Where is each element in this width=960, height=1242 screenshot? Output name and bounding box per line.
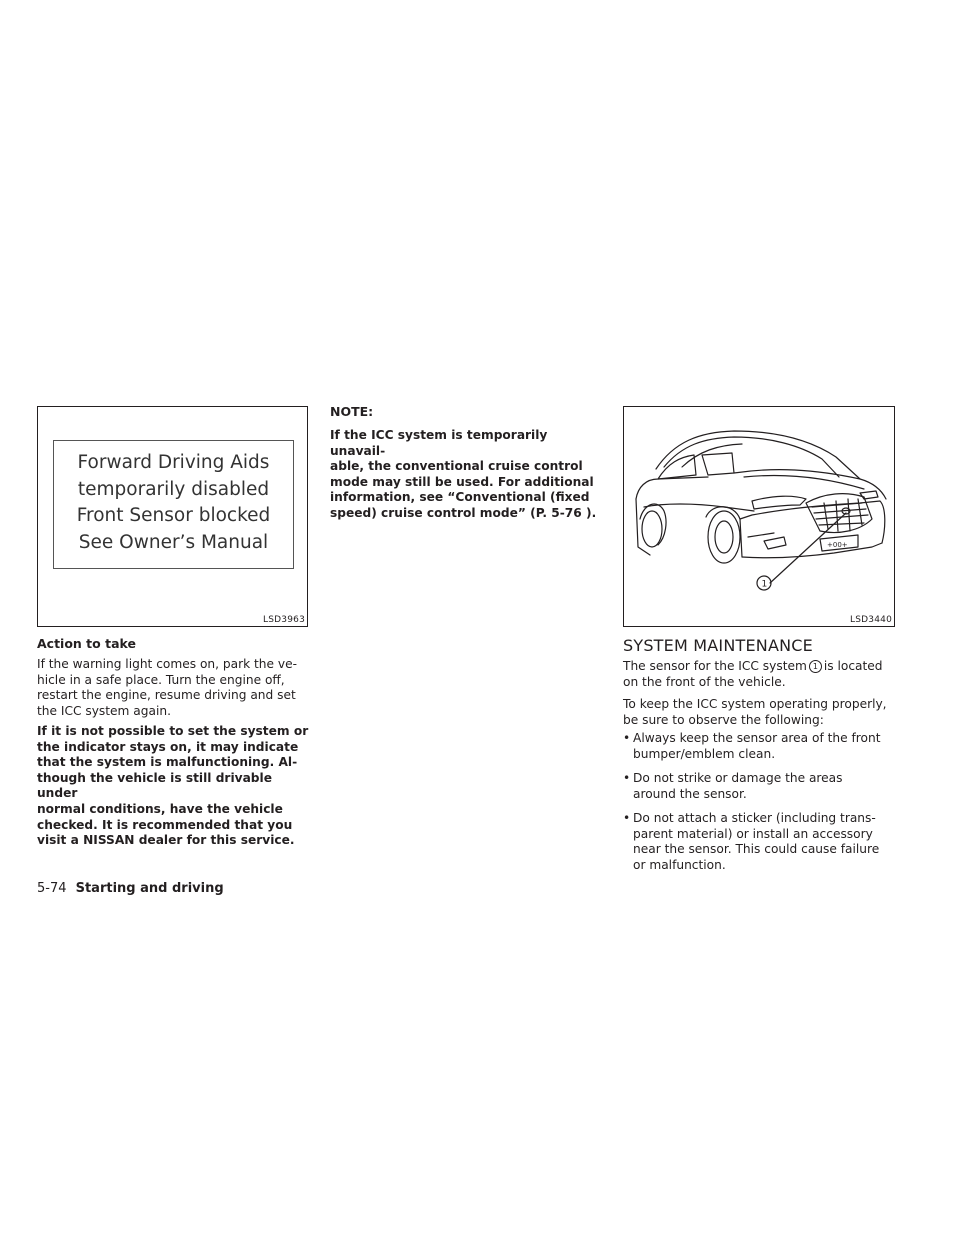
note-line: able, the conventional cruise control	[330, 459, 583, 474]
malfunction-line: normal conditions, have the vehicle	[37, 801, 283, 816]
intro-text-before: The sensor for the ICC system	[623, 659, 807, 673]
bullet-line: Do not strike or damage the areas	[633, 771, 843, 785]
intro-text-after: is located	[823, 659, 883, 673]
malfunction-paragraph	[37, 724, 309, 849]
malfunction-line: If it is not possible to set the system or	[37, 724, 309, 738]
section-title: SYSTEM MAINTENANCE	[623, 636, 813, 655]
note-line: speed) cruise control mode” (P. 5-76 ).	[330, 505, 597, 520]
bullet-line: around the sensor.	[633, 786, 747, 801]
action-line: restart the engine, resume driving and set	[37, 688, 296, 703]
note-line: If the ICC system is temporarily unavail-	[330, 428, 548, 458]
action-line: the ICC system again.	[37, 703, 171, 718]
message-line-4: See Owner’s Manual	[78, 532, 269, 553]
figure-code: LSD3963	[263, 615, 305, 625]
figure-car-sensor	[623, 406, 895, 627]
callout-circle-icon: 1	[809, 660, 822, 673]
malfunction-line: checked. It is recommended that you	[37, 817, 293, 832]
maintenance-paragraph	[623, 697, 898, 728]
message-line-2: temporarily disabled	[77, 479, 270, 500]
list-item	[623, 771, 898, 803]
maintenance-intro	[623, 659, 898, 690]
malfunction-line: though the vehicle is still drivable under	[37, 770, 272, 801]
malfunction-line: the indicator stays on, it may indicate	[37, 739, 299, 754]
bullet-line: parent material) or install an accessory	[633, 826, 873, 841]
note-line: mode may still be used. For additional	[330, 474, 594, 489]
chapter-title: Starting and driving	[75, 881, 224, 896]
list-item	[623, 811, 898, 875]
action-paragraph	[37, 657, 309, 719]
action-line: hicle in a safe place. Turn the engine off,	[37, 672, 285, 687]
bullet-icon: •	[623, 771, 631, 785]
list-item	[623, 731, 898, 763]
note-paragraph	[330, 428, 603, 522]
car-illustration	[624, 407, 894, 626]
maintenance-line: To keep the ICC system operating properly,	[623, 697, 887, 711]
svg-text:+00+: +00+	[827, 541, 848, 549]
note-heading: NOTE:	[330, 404, 374, 419]
figure-code: LSD3440	[850, 615, 892, 625]
message-line-3: Front Sensor blocked	[76, 505, 271, 526]
bullet-line: bumper/emblem clean.	[633, 746, 776, 761]
bullet-icon: •	[623, 811, 631, 825]
maintenance-line: be sure to observe the following:	[623, 712, 824, 727]
message-line-1: Forward Driving Aids	[77, 452, 270, 473]
action-line: If the warning light comes on, park the ve-	[37, 657, 298, 671]
page-footer	[37, 877, 224, 896]
page-number: 5-74	[37, 881, 67, 896]
bullet-line: Always keep the sensor area of the front	[633, 731, 881, 745]
bullet-icon: •	[623, 731, 631, 745]
intro-line-2: on the front of the vehicle.	[623, 674, 786, 689]
bullet-line: near the sensor. This could cause failure	[633, 842, 880, 857]
malfunction-line: visit a NISSAN dealer for this service.	[37, 833, 295, 848]
callout-number: 1	[761, 579, 768, 590]
note-line: information, see “Conventional (fixed	[330, 490, 590, 505]
bullet-line: Do not attach a sticker (including trans-	[633, 811, 876, 825]
bullet-line: or malfunction.	[633, 857, 726, 872]
malfunction-line: that the system is malfunctioning. Al-	[37, 755, 298, 770]
action-heading: Action to take	[37, 636, 136, 651]
